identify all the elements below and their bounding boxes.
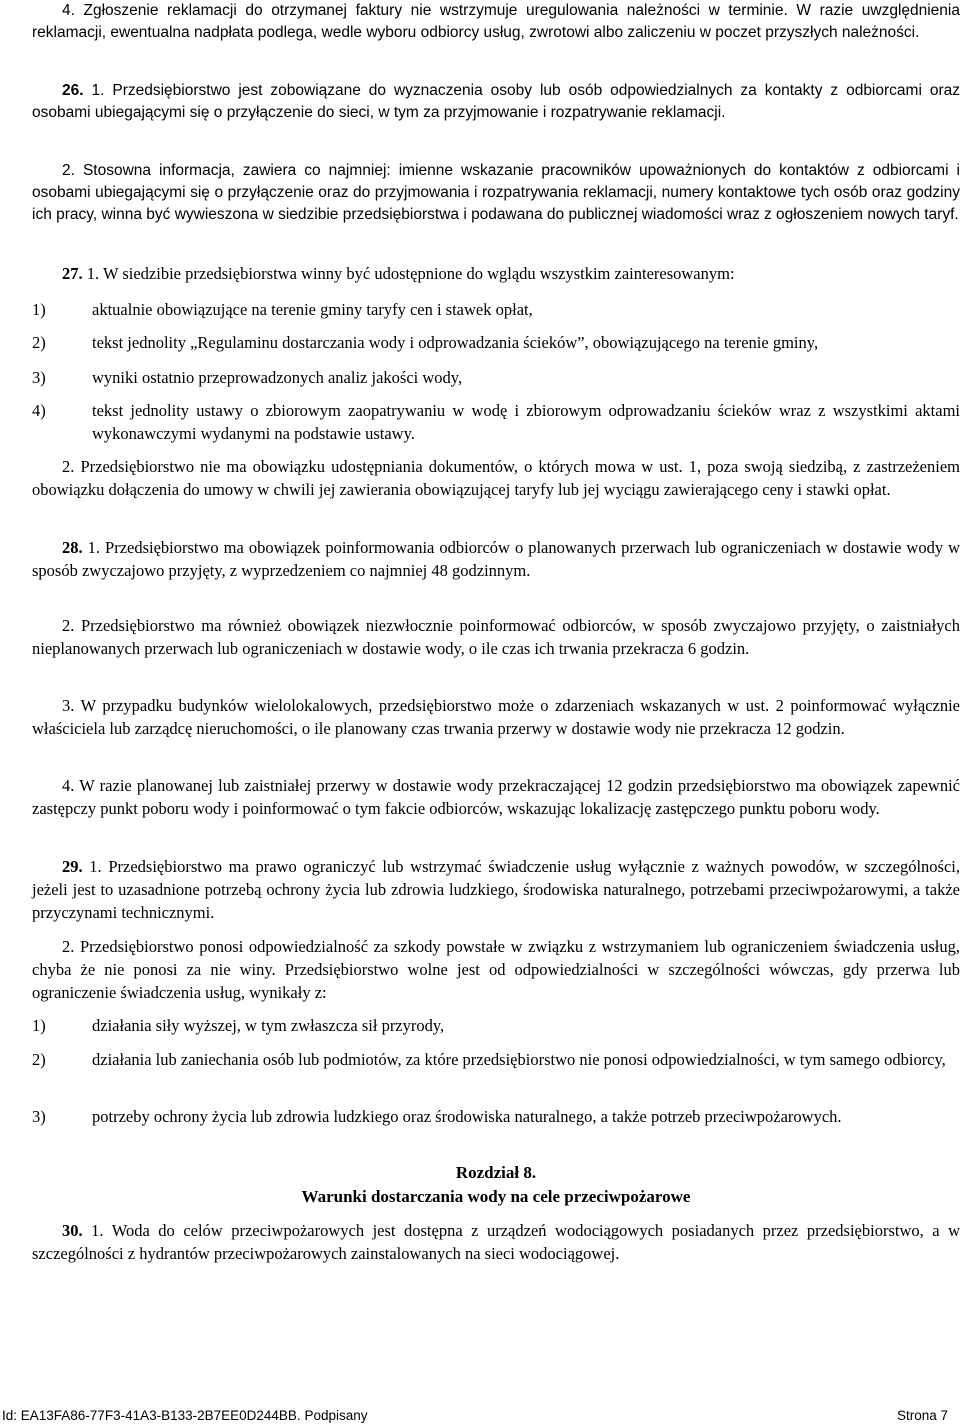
list-number: 3) xyxy=(32,1107,46,1126)
paragraph-28-4: 4. W razie planowanej lub zaistniałej przerwy w dostawie wody przekraczającej 12 godzin przedsiębiorstwo ma obowiązek zapewnić zastępczy punkt poboru wody i poinformować o tym fakcie odbiorców, wskazując lokalizację zastępczego punktu poboru wody. xyxy=(32,776,960,818)
list-item xyxy=(32,1105,960,1128)
paragraph-28-1 xyxy=(32,536,960,582)
list-number: 2) xyxy=(32,333,46,352)
list-text: potrzeby ochrony życia lub zdrowia ludzkiego oraz środowiska naturalnego, a także potrzeb przeciwpożarowych. xyxy=(92,1107,842,1126)
paragraph-text: 1. Przedsiębiorstwo ma prawo ograniczyć lub wstrzymać świadczenie usług wyłącznie z ważnych powodów, w szczególności, jeżeli jest to uzasadnione potrzebą ochrony życia lub zdrowia ludzkiego, środowiska naturalnego, potrzebami przeciwpożarowymi, a także przyczynami technicznymi. xyxy=(32,857,960,922)
paragraph-text: Przedsiębiorstwo jest zobowiązane do wyznaczenia osoby lub osób odpowiedzialnych za kontakty z odbiorcami oraz osobami ubiegającymi się o przyłączenie do sieci, w tym za przyjmowanie i rozpatrywanie reklamacji. xyxy=(32,82,960,121)
list-item xyxy=(32,298,960,321)
section-number: 28. xyxy=(62,538,83,557)
list-number: 1) xyxy=(32,300,46,319)
section-number: 26. xyxy=(62,82,84,99)
paragraph-29-1 xyxy=(32,855,960,924)
paragraph-text: 1. W siedzibie przedsiębiorstwa winny być udostępnione do wglądu wszystkim zainteresowanym: xyxy=(86,264,735,283)
chapter-title: Rozdział 8. xyxy=(455,1163,537,1182)
list-number: 3) xyxy=(32,368,46,387)
section-number: 27. xyxy=(62,264,83,283)
list-number: 1) xyxy=(32,1016,46,1035)
paragraph-text: 1. Woda do celów przeciwpożarowych jest dostępna z urządzeń wodociągowych posiadanych przez przedsiębiorstwo, a w szczególności z hydrantów przeciwpożarowych zainstalowanych na sieci wodociągowej. xyxy=(32,1221,960,1263)
list-item xyxy=(32,399,960,445)
list-item xyxy=(32,1048,960,1071)
paragraph-25-4: 4. Zgłoszenie reklamacji do otrzymanej faktury nie wstrzymuje uregulowania należności w terminie. W razie uwzględnienia reklamacji, ewentualna nadpłata podlega, wedle wyboru odbiorcy usług, zwrotowi albo zaliczeniu w poczet przyszłych należności. xyxy=(32,2,960,41)
paragraph-26-2: 2. Stosowna informacja, zawiera co najmniej: imienne wskazanie pracowników upoważnionych do kontaktów z odbiorcami i osobami ubiegającymi się o przyłączenie oraz do przyjmowania i rozpatrywania reklamacji, numery kontaktowe tych osób oraz godziny ich pracy, winna być wywieszona w siedzibie przedsiębiorstwa i podawana do publicznej wiadomości wraz z ogłoszeniem nowych taryf. xyxy=(32,162,960,223)
page-number: Strona 7 xyxy=(896,1408,948,1423)
list-text: działania siły wyższej, w tym zwłaszcza sił przyrody, xyxy=(92,1016,445,1035)
list-text: tekst jednolity ustawy o zbiorowym zaopatrywaniu w wodę i zbiorowym odprowadzaniu ścieków wraz z wszystkimi aktami wykonawczymi wydanymi na podstawie ustawy. xyxy=(92,401,960,443)
list-text: tekst jednolity „Regulaminu dostarczania wody i odprowadzania ścieków”, obowiązującego na terenie gminy, xyxy=(92,333,819,352)
chapter-subtitle: Warunki dostarczania wody na cele przeciwpożarowe xyxy=(301,1187,691,1206)
section-number: 30. xyxy=(62,1221,83,1240)
list-text: aktualnie obowiązujące na terenie gminy taryfy cen i stawek opłat, xyxy=(92,300,533,319)
list-item xyxy=(32,1014,960,1037)
list-item xyxy=(32,366,960,389)
list-number: 4) xyxy=(32,401,46,420)
list-number: 2) xyxy=(32,1050,46,1069)
document-id: Id: EA13FA86-77F3-41A3-B133-2B7EE0D244BB. Podpisany xyxy=(2,1408,368,1423)
paragraph-27-1 xyxy=(32,262,960,285)
section-number: 29. xyxy=(62,857,83,876)
paragraph-28-2: 2. Przedsiębiorstwo ma również obowiązek niezwłocznie poinformować odbiorców, w sposób zwyczajowo przyjęty, o zaistniałych nieplanowanych przerwach lub ograniczeniach w dostawie wody, o ile czas ich trwania przekracza 6 godzin. xyxy=(32,616,960,658)
paragraph-29-2: 2. Przedsiębiorstwo ponosi odpowiedzialność za szkody powstałe w związku z wstrzymaniem lub ograniczeniem świadczenia usług, chyba że nie ponosi za nie winy. Przedsiębiorstwo wolne jest od odpowiedzialności w szczególności wówczas, gdy przerwa lub ograniczenie świadczenia usług, wynikały z: xyxy=(32,937,960,1002)
paragraph-26-1 xyxy=(32,80,960,124)
paragraph-28-3: 3. W przypadku budynków wielolokalowych, przedsiębiorstwo może o zdarzeniach wskazanych w ust. 2 poinformować wyłącznie właściciela lub zarządcę nieruchomości, o ile planowany czas trwania przerwy w dostawie wody nie przekracza 12 godzin. xyxy=(32,696,960,738)
list-text: działania lub zaniechania osób lub podmiotów, za które przedsiębiorstwo nie ponosi odpowiedzialności, w tym samego odbiorcy, xyxy=(92,1050,946,1069)
paragraph-text: 1. Przedsiębiorstwo ma obowiązek poinformowania odbiorców o planowanych przerwach lub ograniczeniach w dostawie wody w sposób zwyczajowo przyjęty, z wyprzedzeniem co najmniej 48 godzinnym. xyxy=(32,538,960,580)
list-item xyxy=(32,331,960,354)
list-text: wyniki ostatnio przeprowadzonych analiz jakości wody, xyxy=(92,368,463,387)
paragraph-text: 1. xyxy=(91,82,105,99)
paragraph-27-2: 2. Przedsiębiorstwo nie ma obowiązku udostępniania dokumentów, o których mowa w ust. 1, poza swoją siedzibą, z zastrzeżeniem obowiązku dołączenia do umowy w chwili jej zawierania obowiązującej taryfy lub jej wyciągu zawierającego ceny i stawki opłat. xyxy=(32,457,960,499)
paragraph-30-1 xyxy=(32,1219,960,1265)
